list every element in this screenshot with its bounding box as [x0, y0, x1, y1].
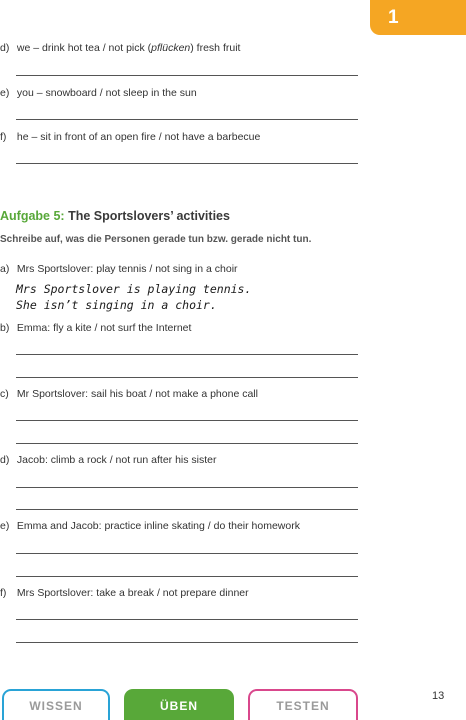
task-letter: f): [0, 131, 7, 143]
answer-line[interactable]: [16, 619, 358, 620]
task-4f: [0, 131, 260, 143]
answer-line[interactable]: [16, 119, 358, 120]
task-5f: [0, 587, 249, 599]
ueben-tab[interactable]: ÜBEN: [124, 689, 234, 720]
example-answer-line-2: She isn’t singing in a choir.: [16, 298, 217, 312]
task-text: Mr Sportslover: sail his boat / not make a phone call: [16, 388, 258, 400]
task-text: Mrs Sportslover: take a break / not prepare dinner: [16, 587, 249, 599]
answer-line[interactable]: [16, 553, 358, 554]
task-4e: [0, 87, 197, 99]
task-text: Mrs Sportslover: play tennis / not sing in a choir: [16, 263, 238, 275]
answer-line[interactable]: [16, 75, 358, 76]
answer-line[interactable]: [16, 576, 358, 577]
task-4d: [0, 42, 240, 54]
task-letter: b): [0, 322, 10, 334]
task-letter: f): [0, 587, 7, 599]
exercise-title: The Sportslovers’ activities: [68, 209, 230, 223]
exercise-instruction: Schreibe auf, was die Personen gerade tun bzw. gerade nicht tun.: [0, 234, 312, 245]
task-text-italic: pflücken: [151, 42, 191, 54]
answer-line[interactable]: [16, 443, 358, 444]
task-letter: a): [0, 263, 10, 275]
task-5d: [0, 454, 217, 466]
task-text: he – sit in front of an open fire / not have a barbecue: [16, 131, 261, 143]
task-text: Jacob: climb a rock / not run after his sister: [16, 454, 217, 466]
answer-line[interactable]: [16, 487, 358, 488]
task-letter: d): [0, 454, 10, 466]
exercise-number: Aufgabe 5:: [0, 209, 65, 223]
answer-line[interactable]: [16, 354, 358, 355]
answer-line[interactable]: [16, 420, 358, 421]
task-text: Emma: fly a kite / not surf the Internet: [16, 322, 192, 334]
task-5a: [0, 263, 238, 275]
answer-line[interactable]: [16, 163, 358, 164]
task-5e: [0, 520, 300, 532]
chapter-badge: 1: [370, 0, 466, 35]
wissen-tab[interactable]: WISSEN: [2, 689, 110, 720]
example-answer-line-1: Mrs Sportslover is playing tennis.: [16, 282, 252, 296]
task-5b: [0, 322, 191, 334]
task-letter: e): [0, 87, 10, 99]
exercise-heading: [0, 209, 230, 223]
task-text: we – drink hot tea / not pick (: [16, 42, 152, 54]
task-text-end: ) fresh fruit: [190, 42, 241, 54]
answer-line[interactable]: [16, 377, 358, 378]
task-5c: [0, 388, 258, 400]
answer-line[interactable]: [16, 509, 358, 510]
testen-tab[interactable]: TESTEN: [248, 689, 358, 720]
task-letter: c): [0, 388, 9, 400]
task-letter: d): [0, 42, 10, 54]
task-text: Emma and Jacob: practice inline skating / do their homework: [16, 520, 300, 532]
answer-line[interactable]: [16, 642, 358, 643]
task-text: you – snowboard / not sleep in the sun: [16, 87, 197, 99]
page-number: 13: [432, 690, 445, 702]
task-letter: e): [0, 520, 10, 532]
